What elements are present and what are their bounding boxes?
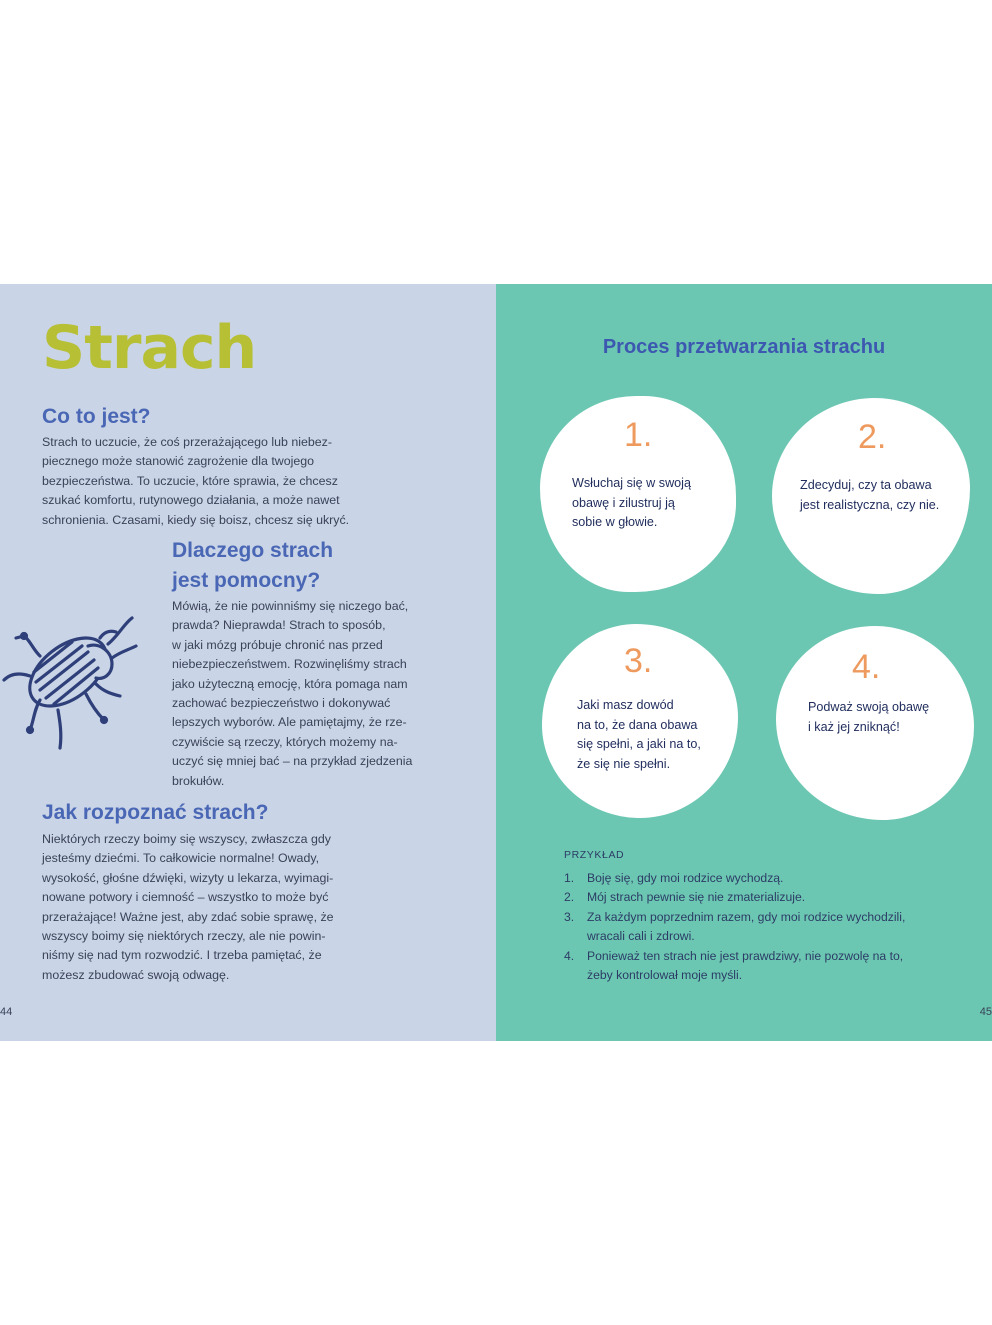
heading-line: jest pomocny? [172,569,321,592]
text-line: bezpieczeństwa. To uczucie, które sprawia, że chcesz [42,473,338,488]
process-title: Proces przetwarzania strachu [602,336,886,358]
text-line: nowane potwory i ciemność – wszystko to może być [42,890,329,905]
text-line: Mówią, że nie powinniśmy się niczego bać, [172,599,409,613]
text-line: niśmy się nad tym rozwodzić. I trzeba pamiętać, że [42,948,322,963]
list-line: Ponieważ ten strach nie jest prawdziwy, nie pozwolę na to, [587,948,904,963]
step-number: 4. [852,648,881,686]
text-line: możesz zbudować swoją odwagę. [42,967,230,982]
list-line: Mój strach pewnie się nie zmaterializuje. [587,890,806,905]
text-line: lepszych wyborów. Ale pamiętajmy, że rze- [172,715,407,730]
step-text-line: Jaki masz dowód [577,698,674,712]
heading-line: Dlaczego strach [172,539,334,562]
heading-why-helpful [172,536,333,596]
step-circle-2 [772,398,970,594]
text-line: jesteśmy dziećmi. To całkowicie normalne! Owady, [42,851,320,866]
page-title: Strach [42,313,257,383]
page-number-left: 44 [0,1006,13,1018]
example-list [564,869,905,985]
text-line: wysokość, głośne dźwięki, wizyty u lekarza, wyimagi- [42,870,334,885]
list-line: żeby kontrolował moje myśli. [587,968,743,983]
list-index: 1. [564,871,575,885]
left-page [0,284,496,1041]
step-text-line: sobie w głowie. [572,515,658,530]
step-text-line: jest realistyczna, czy nie. [800,497,940,512]
step-text-line: się spełni, a jaki na to, [577,737,701,752]
list-item [564,888,905,907]
beetle-icon [0,602,140,757]
step-circle-3 [542,624,738,818]
step-circle-1 [540,396,736,592]
step-text-line: że się nie spełni. [577,756,671,771]
step-text [572,474,691,533]
text-line: jako użyteczną emocję, która pomaga nam [172,676,408,691]
list-item [564,908,905,947]
step-text [577,696,701,774]
page-number-right: 45 [979,1006,992,1018]
text-line: zachować bezpieczeństwo i dokonywać [172,696,391,711]
step-text-line: Zdecyduj, czy ta obawa [800,478,932,492]
text-line: czywiście są rzeczy, których możemy na- [172,734,398,749]
heading-what-is-it: Co to jest? [42,405,151,428]
text-line: niebezpieczeństwem. Rozwinęliśmy strach [172,657,407,672]
text-line: Niektórych rzeczy boimy się wszyscy, zwłaszcza gdy [42,832,331,846]
step-text [808,698,929,737]
text-line: szukać komfortu, rutynowego działania, a może nawet [42,493,340,508]
book-spread [0,284,992,1041]
step-text-line: obawę i zilustruj ją [572,495,675,510]
step-text [800,476,939,515]
paragraph-what-is-it [42,433,349,530]
step-text-line: i każ jej zniknąć! [808,719,900,734]
step-text-line: na to, że dana obawa [577,717,698,732]
text-line: prawda? Nieprawda! Strach to sposób, [172,618,386,633]
paragraph-why-helpful [172,597,412,791]
step-text-line: Podważ swoją obawę [808,700,930,714]
list-line: wracali cali i zdrowi. [587,929,695,944]
list-index: 4. [564,948,575,963]
list-index: 2. [564,890,575,905]
text-line: przerażające! Ważne jest, aby zdać sobie sprawę, że [42,909,334,924]
example-label: PRZYKŁAD [564,849,625,861]
list-item [564,869,905,888]
right-page [496,284,992,1041]
step-circle-4 [776,626,974,820]
paragraph-how-to-recognize [42,830,334,985]
text-line: w jaki mózg próbuje chronić nas przed [172,637,383,652]
step-text-line: Wsłuchaj się w swoją [572,476,691,490]
list-index: 3. [564,909,575,924]
heading-how-to-recognize: Jak rozpoznać strach? [42,801,269,824]
step-number: 2. [858,418,887,456]
text-line: uczyć się mniej bać – na przykład zjedzenia [172,754,413,769]
step-number: 3. [624,642,653,680]
text-line: wszyscy boimy się niektórych rzeczy, ale nie powin- [42,929,326,944]
text-line: brokułów. [172,773,225,788]
text-line: piecznego może stanowić zagrożenie dla twojego [42,454,315,469]
step-number: 1. [624,416,653,454]
list-line: Boję się, gdy moi rodzice wychodzą. [587,871,784,885]
text-line: Strach to uczucie, że coś przerażającego lub niebez- [42,435,332,449]
list-line: Za każdym poprzednim razem, gdy moi rodzice wychodzili, [587,909,906,924]
text-line: schronienia. Czasami, kiedy się boisz, chcesz się ukryć. [42,512,350,527]
list-item [564,947,905,986]
